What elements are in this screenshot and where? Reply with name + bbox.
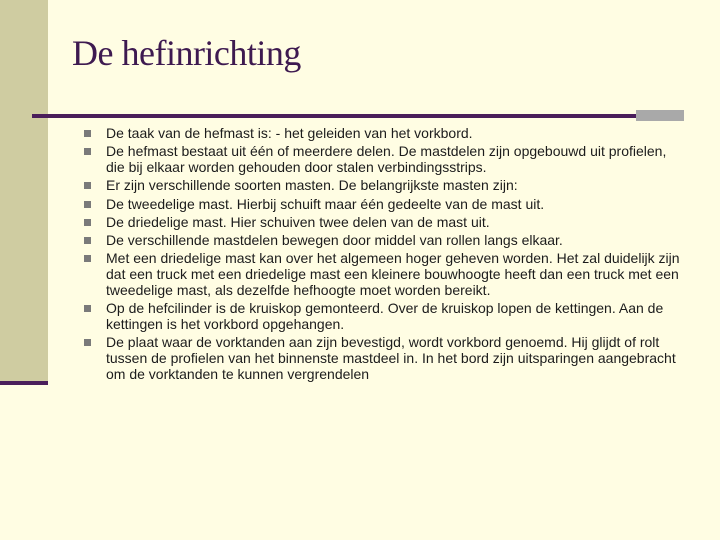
list-item-text: De hefmast bestaat uit één of meerdere delen. De mastdelen zijn opgebouwd uit profielen, die bij elkaar worden gehouden door stalen verbindingsstrips. [106, 143, 667, 175]
list-item [84, 251, 684, 298]
list-item [84, 126, 684, 142]
slide-title: De hefinrichting [72, 33, 301, 73]
list-item-text: De taak van de hefmast is: - het geleiden van het vorkbord. [106, 125, 473, 141]
square-bullet-icon [84, 130, 91, 137]
square-bullet-icon [84, 305, 91, 312]
square-bullet-icon [84, 339, 91, 346]
list-item-text: Met een driedelige mast kan over het algemeen hoger geheven worden. Het zal duidelijk zijn dat een truck met een driedelige mast een kleinere bouwhoogte heeft dan een truck met een tweedelige mast, als dezelfde hefhoogte moet worden bereikt. [106, 250, 680, 298]
list-item [84, 215, 684, 231]
list-item [84, 301, 684, 332]
square-bullet-icon [84, 182, 91, 189]
square-bullet-icon [84, 148, 91, 155]
list-item-text: De driedelige mast. Hier schuiven twee delen van de mast uit. [106, 213, 490, 230]
list-item-text: De verschillende mastdelen bewegen door middel van rollen langs elkaar. [106, 232, 563, 249]
bullet-list [84, 126, 684, 385]
list-item-text: De plaat waar de vorktanden aan zijn bevestigd, wordt vorkbord genoemd. Hij glijdt of rolt tussen de profielen van het binnenste mastdeel in. In het bord zijn uitsparingen aangebracht om de vorktanden te kunnen vergrendelen [106, 334, 676, 382]
square-bullet-icon [84, 219, 91, 226]
square-bullet-icon [84, 237, 91, 244]
left-decorative-band [0, 0, 48, 383]
title-divider [32, 114, 668, 118]
title-divider-accent [636, 110, 684, 121]
list-item [84, 144, 684, 175]
left-band-underline [0, 381, 48, 385]
list-item [84, 335, 684, 382]
square-bullet-icon [84, 201, 91, 208]
square-bullet-icon [84, 255, 91, 262]
list-item-text: De tweedelige mast. Hierbij schuift maar één gedeelte van de mast uit. [106, 195, 545, 212]
list-item-text: Er zijn verschillende soorten masten. De belangrijkste masten zijn: [106, 177, 518, 194]
list-item-text: Op de hefcilinder is de kruiskop gemonteerd. Over de kruiskop lopen de kettingen. Aan de kettingen is het vorkbord opgehangen. [106, 300, 664, 332]
list-item [84, 197, 684, 213]
list-item [84, 178, 684, 194]
list-item [84, 233, 684, 249]
